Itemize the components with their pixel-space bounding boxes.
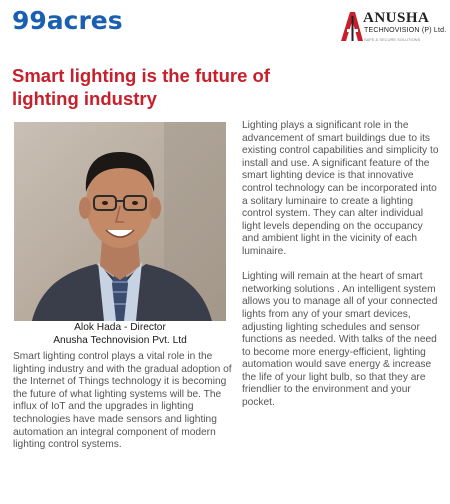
caption-company: Anusha Technovision Pvt. Ltd xyxy=(53,334,187,346)
partner-tagline: SAFE & SECURE SOLUTIONS xyxy=(364,37,421,42)
right-paragraph-2: Lighting will remain at the heart of smart networking solutions . An intelligent system allows you to manage all of your connected lights from any of your smart devices, adjusting lighting schedules and sensor functions as needed. With talks of the need to become more energy-efficient, lighting automation would save energy & increase the life of your light bulb, so that they are friendlier to the environment and your pocket. xyxy=(242,271,438,409)
right-paragraph-1: Lighting plays a significant role in the advancement of smart buildings due to its existing control capabilities and simplicity to install and use. A significant feature of the smart lighting device is that innovative control technology can be incorporated into a solitary luminaire to create a lighting control system. They can alter individual light levels depending on the occupancy and ambient light in the vicinity of each luminaire. xyxy=(242,120,439,257)
right-column xyxy=(242,120,442,410)
partner-name: ANUSHA xyxy=(363,10,430,26)
partner-logo xyxy=(338,10,447,44)
brand-logo: 99acres xyxy=(12,6,123,35)
headline-line-2: lighting industry xyxy=(12,88,157,109)
partner-subtitle: TECHNOVISION (P) Ltd. xyxy=(364,27,447,34)
portrait-illustration xyxy=(14,122,226,321)
photo-caption xyxy=(14,322,226,347)
left-paragraph: Smart lighting control plays a vital role in the lighting industry and with the gradual adoption of the Internet of Things technology it is becoming the future of what lighting systems will be. The influx of IoT and the upgrades in lighting technologies have made sensors and lighting automation an integral component of modern lighting control systems. xyxy=(13,351,232,451)
left-column xyxy=(13,351,233,452)
caption-name: Alok Hada - Director xyxy=(74,322,166,333)
headline-line-1: Smart lighting is the future of xyxy=(12,65,270,86)
director-photo xyxy=(14,122,226,321)
anusha-a-icon xyxy=(338,10,364,42)
article-headline xyxy=(12,64,322,110)
